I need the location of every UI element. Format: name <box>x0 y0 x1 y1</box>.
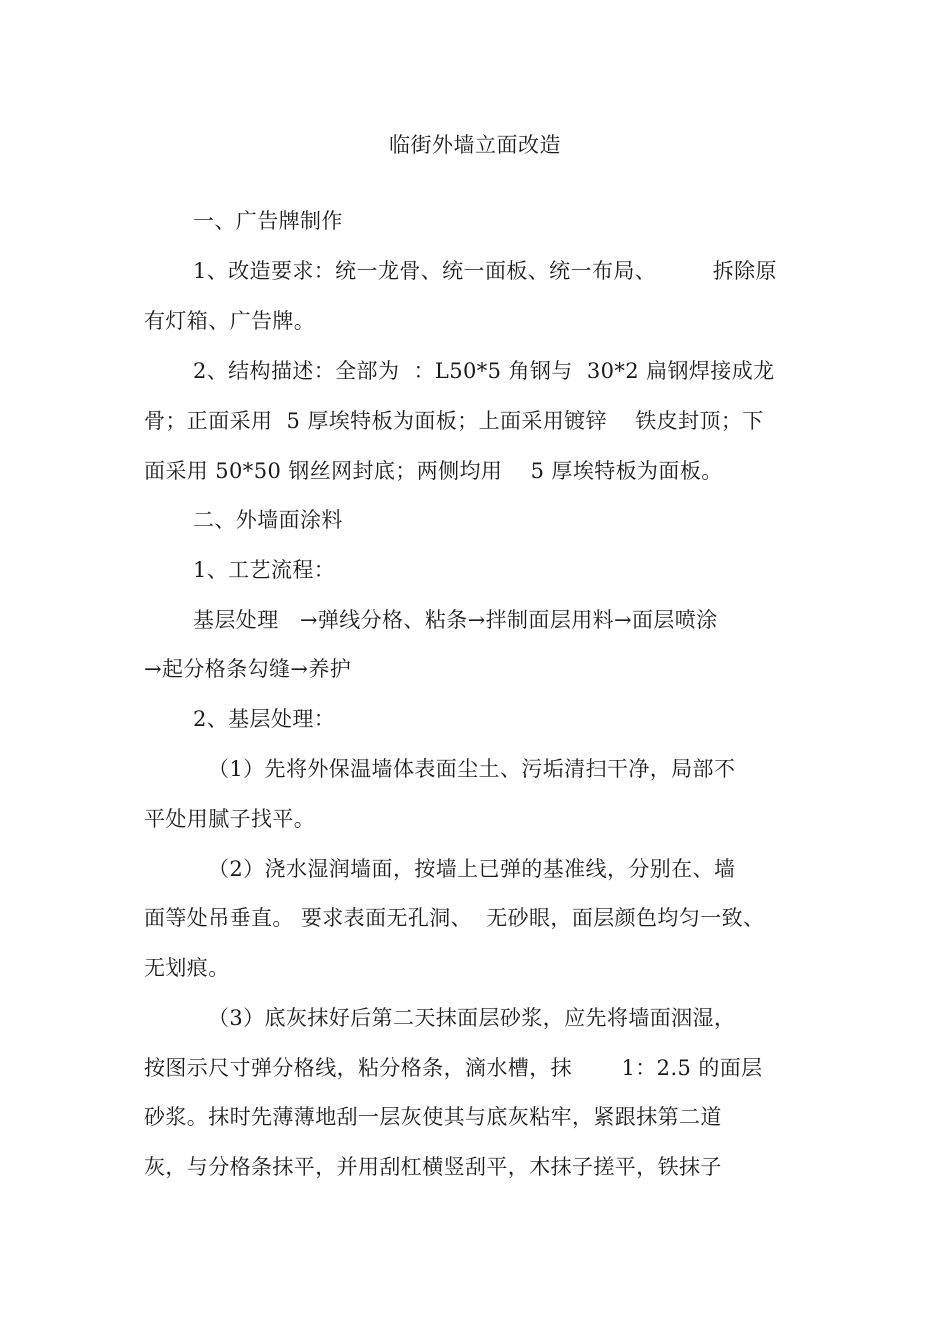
document-title: 临街外墙立面改造 <box>389 133 561 157</box>
paragraph-line: 灰，与分格条抹平，并用刮杠横竖刮平，木抹子搓平，铁抹子 <box>144 1155 722 1179</box>
paragraph-line: 骨；正面采用 5 厚埃特板为面板；上面采用镀锌 铁皮封顶；下 <box>144 409 764 433</box>
paragraph-line: （2）浇水湿润墙面，按墙上已弹的基准线，分别在、墙 <box>208 857 736 881</box>
paragraph-line: 1、改造要求：统一龙骨、统一面板、统一布局、 拆除原 <box>193 259 777 283</box>
subheading-process: 1、工艺流程： <box>193 558 336 582</box>
paragraph-line: 基层处理 →弹线分格、粘条→拌制面层用料→面层喷涂 <box>193 608 718 632</box>
paragraph-line: 面等处吊垂直。 要求表面无孔洞、 无砂眼，面层颜色均匀一致、 <box>144 906 765 930</box>
paragraph-line: （1）先将外保温墙体表面尘土、污垢清扫干净，局部不 <box>208 757 736 781</box>
paragraph-line: 2、结构描述：全部为 ：L50*5 角钢与 30*2 扁钢焊接成龙 <box>193 359 775 383</box>
paragraph-line: 平处用腻子找平。 <box>144 807 316 831</box>
section-heading-billboard: 一、广告牌制作 <box>193 209 343 233</box>
section-heading-exterior-paint: 二、外墙面涂料 <box>193 508 343 532</box>
paragraph-line: →起分格条勾缝→养护 <box>144 657 352 681</box>
paragraph-line: 按图示尺寸弹分格线，粘分格条，滴水槽，抹 1：2.5 的面层 <box>144 1056 763 1080</box>
subheading-base-treatment: 2、基层处理： <box>193 707 336 731</box>
paragraph-line: 有灯箱、广告牌。 <box>144 309 316 333</box>
paragraph-line: 无划痕。 <box>144 956 230 980</box>
paragraph-line: 砂浆。抹时先薄薄地刮一层灰使其与底灰粘牢，紧跟抹第二道 <box>144 1105 722 1129</box>
paragraph-line: （3）底灰抹好后第二天抹面层砂浆，应先将墙面洇湿， <box>208 1006 736 1030</box>
paragraph-line: 面采用 50*50 钢丝网封底；两侧均用 5 厚埃特板为面板。 <box>144 459 723 483</box>
